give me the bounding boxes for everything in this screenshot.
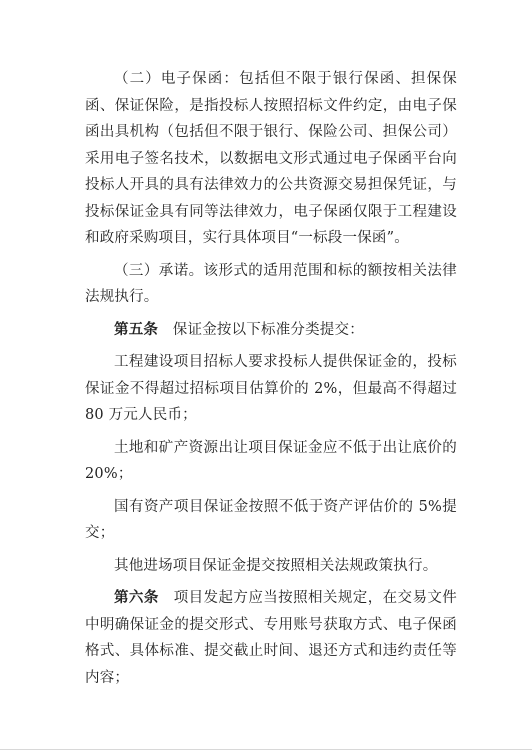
paragraph-other-projects-deposit (85, 553, 457, 580)
paragraph-electronic-guarantee (85, 66, 457, 252)
article-5-heading (85, 317, 457, 344)
paragraph-text: （二）电子保函：包括但不限于银行保函、担保保函、保证保险，是指投标人按照招标文件约定，由电子保函出具机构（包括但不限于银行、保险公司、担保公司）采用电子签名技术，以数据电文形式通过电子保函平台向投标人开具的具有法律效力的公共资源交易担保凭证，与投标保证金具有同等法律效力，电子保函仅限于工程建设和政府采购项目，实行具体项目“一标段一保函”。 (85, 71, 457, 246)
paragraph-text: 项目发起方应当按照相关规定，在交易文件中明确保证金的提交形式、专用账号获取方式、电子保函格式、具体标准、提交截止时间、退还方式和违约责任等内容； (85, 590, 458, 686)
paragraph-land-mineral-deposit (85, 435, 457, 488)
document-body (85, 66, 457, 697)
paragraph-text: 保证金按以下标准分类提交： (158, 321, 364, 338)
paragraph-text: 工程建设项目招标人要求投标人提供保证金的，投标保证金不得超过招标项目估算价的 2%，但最高不得超过 80 万元人民币； (85, 354, 457, 423)
paragraph-text: （三）承诺。该形式的适用范围和标的额按相关法律法规执行。 (85, 262, 457, 305)
paragraph-state-assets-deposit (85, 494, 457, 547)
paragraph-construction-deposit (85, 349, 457, 429)
paragraph-commitment (85, 258, 457, 311)
article-number: 第六条 (114, 589, 159, 606)
article-number: 第五条 (114, 320, 159, 338)
article-6-paragraph (85, 585, 457, 691)
paragraph-text: 国有资产项目保证金按照不低于资产评估价的 5%提交； (85, 498, 457, 541)
paragraph-text: 其他进场项目保证金提交按照相关法规政策执行。 (114, 557, 438, 574)
paragraph-text: 土地和矿产资源出让项目保证金应不低于出让底价的 20%； (85, 439, 457, 482)
